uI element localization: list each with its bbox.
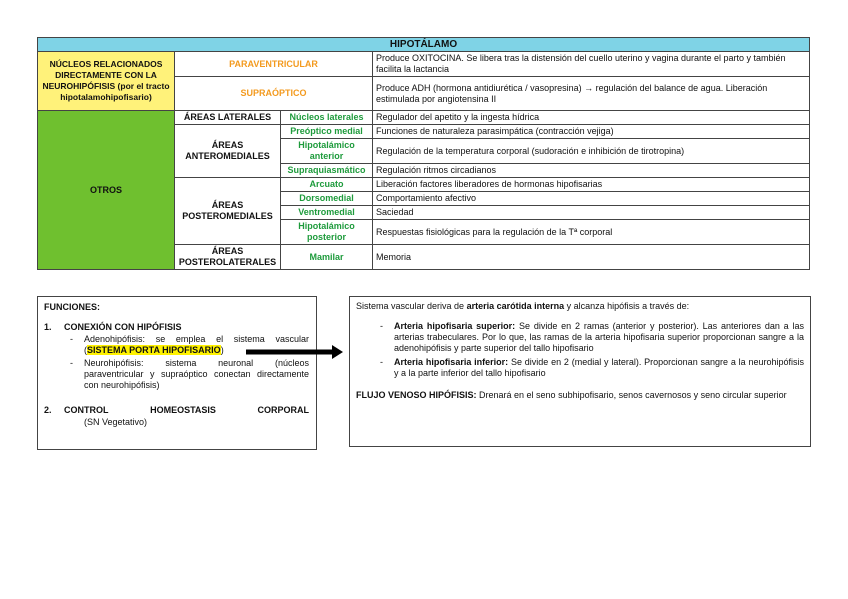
funcion-1-title: CONEXIÓN CON HIPÓFISIS [64, 322, 182, 332]
neuro-header: NÚCLEOS RELACIONADOS DIRECTAMENTE CON LA NEUROHIPÓFISIS (por el tracto hipotalamohipofisario) [38, 52, 175, 111]
desc-paraventricular: Produce OXITOCINA. Se libera tras la distensión del cuello uterino y vagina durante el parto y también facilita la lactancia [373, 52, 810, 77]
desc-hipotalamico-anterior: Regulación de la temperatura corporal (sudoración e inhibición de tirotropina) [373, 139, 810, 164]
desc-preoptico: Funciones de naturaleza parasimpática (contracción vejiga) [373, 125, 810, 139]
arrow-right-icon [246, 345, 346, 359]
desc-mamilar: Memoria [373, 245, 810, 270]
nucleus-laterales: Núcleos laterales [281, 111, 373, 125]
arteria-superior-item [380, 321, 805, 354]
desc-dorsomedial: Comportamiento afectivo [373, 192, 810, 206]
area-posterolaterales: ÁREAS POSTEROLATERALES [175, 245, 281, 270]
desc-hipotalamico-posterior: Respuestas fisiológicas para la regulación de la Tª corporal [373, 220, 810, 245]
sistema-porta-highlight: SISTEMA PORTA HIPOFISARIO [87, 345, 221, 355]
neurohipofisis-item [70, 358, 309, 391]
hipotalamo-table [37, 37, 810, 270]
area-posteromediales: ÁREAS POSTEROMEDIALES [175, 178, 281, 245]
arteria-inferior-item [380, 357, 804, 379]
funcion-2-word: HOMEOSTASIS [150, 405, 216, 415]
flujo-venoso [356, 390, 806, 401]
otros-label: OTROS [38, 111, 175, 270]
arteria-superior-title: Arteria hipofisaria superior: [394, 321, 516, 331]
funciones-title: FUNCIONES: [44, 302, 100, 312]
area-anteromediales: ÁREAS ANTEROMEDIALES [175, 125, 281, 178]
vascular-intro [356, 301, 806, 312]
desc-arcuato: Liberación factores liberadores de hormonas hipofisarias [373, 178, 810, 192]
desc-supraquiasmatico: Regulación ritmos circadianos [373, 164, 810, 178]
vascular-box [349, 296, 811, 447]
funcion-2-word: CORPORAL [257, 405, 309, 415]
nucleus-preoptico: Preóptico medial [281, 125, 373, 139]
table-title: HIPOTÁLAMO [38, 38, 810, 52]
nucleus-supraoptico: SUPRAÓPTICO [175, 77, 373, 111]
desc-supraoptico: Produce ADH (hormona antidiurética / vasopresina) → regulación del balance de agua. Liberación estimulada por angiotensina II [373, 77, 810, 111]
dash-bullet: - [70, 334, 73, 344]
nucleus-paraventricular: PARAVENTRICULAR [175, 52, 373, 77]
nucleus-arcuato: Arcuato [281, 178, 373, 192]
desc-ventromedial: Saciedad [373, 206, 810, 220]
arteria-superior-text: Se divide en 2 ramas (anterior y posterior). Las anteriores dan a las arterias trabeculares. Por lo que, las ramas de la arteria hipofisaria superior proporcionan sangre a la adenohipófisis y parte superior del tallo hipofisario [394, 321, 805, 353]
flujo-venoso-title: FLUJO VENOSO HIPÓFISIS: [356, 390, 477, 400]
adenohipofisis-close: ) [220, 345, 224, 355]
nucleus-dorsomedial: Dorsomedial [281, 192, 373, 206]
funcion-2 [44, 405, 309, 416]
funcion-2-number: 2. [44, 405, 52, 415]
neurohipofisis-text: Neurohipófisis: sistema neuronal (núcleos paraventricular y supraóptico conectan directamente con neurohipófisis) [84, 358, 309, 390]
funciones-box [37, 296, 317, 450]
dash-bullet: - [380, 357, 383, 367]
area-laterales: ÁREAS LATERALES [175, 111, 281, 125]
flujo-venoso-text: Drenará en el seno subhipofisario, senos cavernosos y seno circular superior [476, 390, 787, 400]
nucleus-hipotalamico-posterior: Hipotalámico posterior [281, 220, 373, 245]
nucleus-mamilar: Mamilar [281, 245, 373, 270]
vascular-intro-end: y alcanza hipófisis a través de: [564, 301, 690, 311]
carotida-bold: arteria carótida interna [466, 301, 565, 311]
nucleus-ventromedial: Ventromedial [281, 206, 373, 220]
vascular-intro-text: Sistema vascular deriva de [356, 301, 467, 311]
funcion-1-number: 1. [44, 322, 52, 332]
arteria-inferior-title: Arteria hipofisaria inferior: [394, 357, 509, 367]
funcion-2-sub: (SN Vegetativo) [84, 417, 148, 427]
arteria-inferior-text: Se divide en 2 (medial y lateral). Proporcionan sangre a la neurohipófisis y a la parte inferior del tallo hipofisario [394, 357, 804, 378]
funcion-1 [44, 322, 182, 333]
funcion-2-word: CONTROL [64, 405, 109, 415]
desc-laterales: Regulador del apetito y la ingesta hídrica [373, 111, 810, 125]
nucleus-supraquiasmatico: Supraquiasmático [281, 164, 373, 178]
dash-bullet: - [70, 358, 73, 368]
nucleus-hipotalamico-anterior: Hipotalámico anterior [281, 139, 373, 164]
dash-bullet: - [380, 321, 383, 331]
adenohipofisis-text: Adenohipófisis: se emplea el sistema vascular ( [84, 334, 309, 355]
